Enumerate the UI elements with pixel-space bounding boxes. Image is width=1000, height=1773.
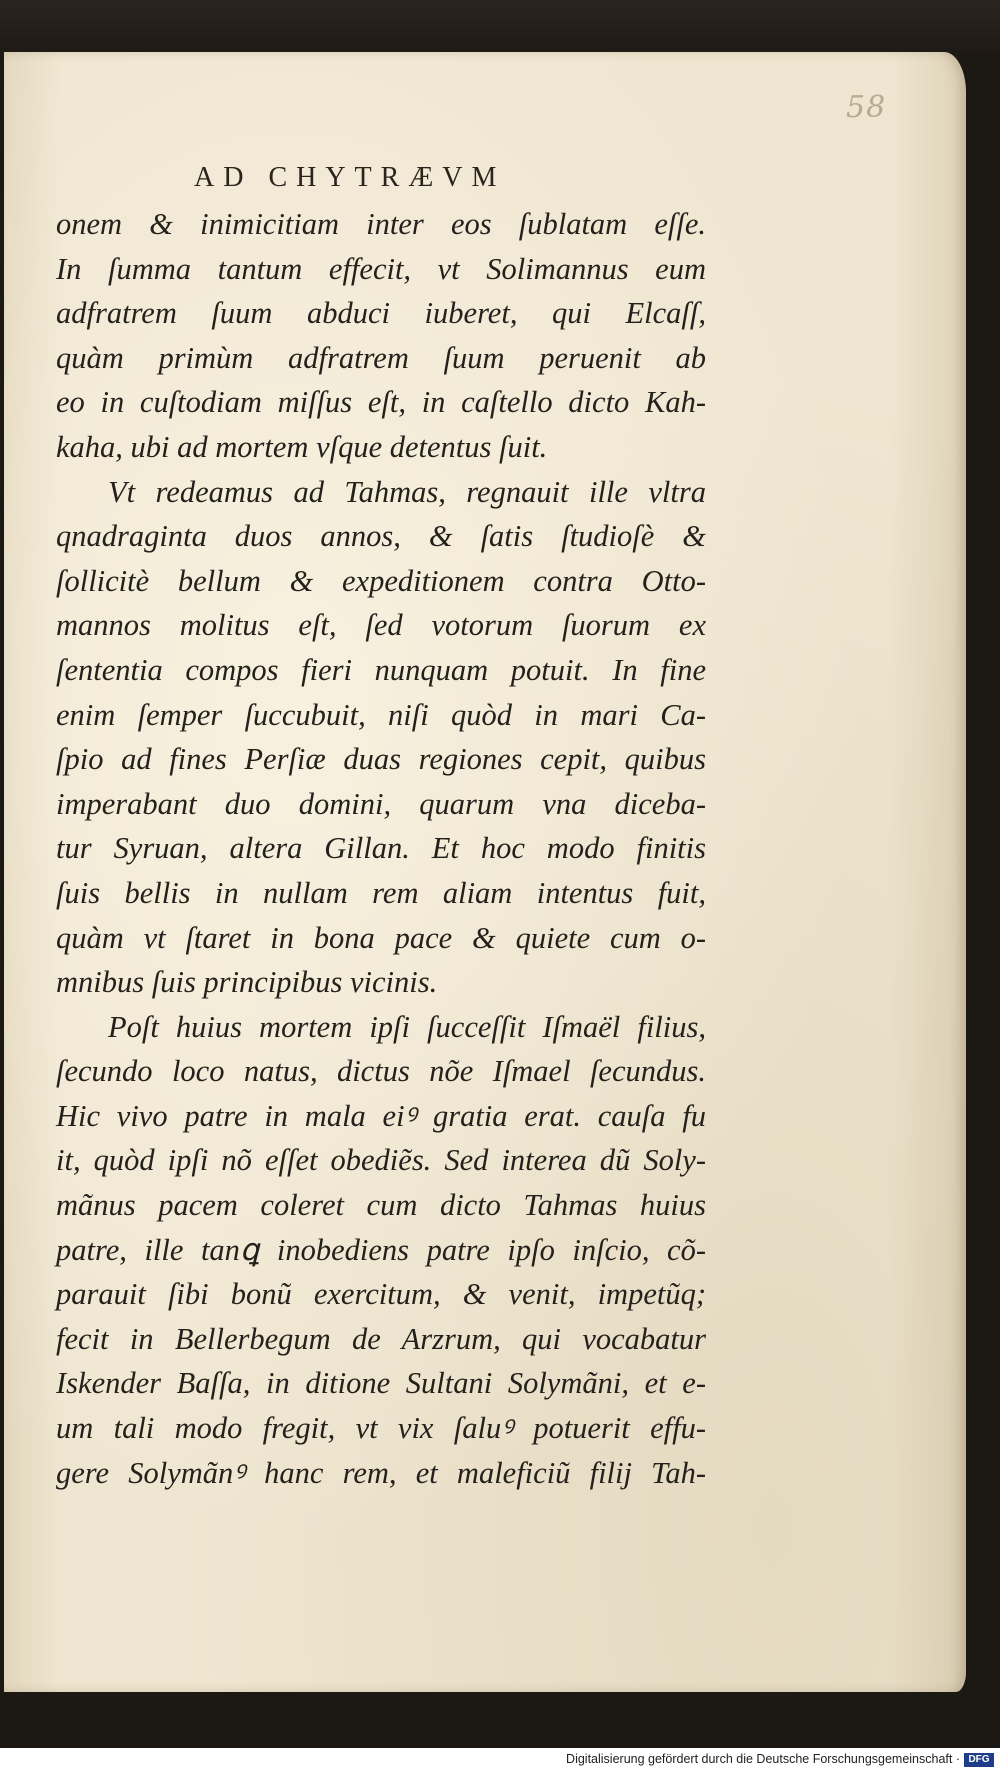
- text-line: qnadraginta duos annos, & ſatis ſtudioſè &: [56, 519, 706, 554]
- text-line: Hic vivo patre in mala eiꝰ gratia erat. cauſa fu: [56, 1098, 706, 1133]
- body-text: [56, 202, 706, 1495]
- footer-bar: [0, 1748, 1000, 1773]
- folio-number: 58: [846, 90, 887, 125]
- text-line: parauit ſibi bonũ exercitum, & venit, impetũq;: [56, 1277, 706, 1312]
- text-line: patre, ille tanꝗ inobediens patre ipſo inſcio, cõ-: [56, 1232, 706, 1267]
- text-line: quàm vt ſtaret in bona pace & quiete cum o-: [56, 920, 706, 955]
- text-line: kaha, ubi ad mortem vſque detentus ſuit.: [56, 429, 548, 464]
- text-line: imperabant duo domini, quarum vna diceba-: [56, 786, 706, 821]
- text-line: mnibus ſuis principibus vicinis.: [56, 965, 438, 1000]
- text-line: mannos molitus eſt, ſed votorum ſuorum ex: [56, 608, 706, 643]
- text-line: ſententia compos fieri nunquam potuit. In fine: [56, 652, 706, 687]
- dfg-logo: DFG: [964, 1753, 994, 1767]
- text-line: um tali modo fregit, vt vix ſaluꝰ potuerit effu-: [56, 1411, 706, 1446]
- text-line: it, quòd ipſi nõ eſſet obediẽs. Sed interea dũ Soly-: [56, 1143, 706, 1178]
- text-line: fecit in Bellerbegum de Arzrum, qui vocabatur: [56, 1321, 706, 1356]
- footer-credit: Digitalisierung gefördert durch die Deutsche Forschungsgemeinschaft ·: [566, 1752, 960, 1766]
- text-line: quàm primùm adfratrem ſuum peruenit ab: [56, 340, 706, 375]
- running-head: AD CHYTRÆVM: [194, 162, 506, 193]
- text-line: ſecundo loco natus, dictus nõe Iſmael ſecundus.: [56, 1054, 706, 1089]
- text-line: ſuis bellis in nullam rem aliam intentus fuit,: [56, 875, 706, 910]
- text-line: enim ſemper ſuccubuit, niſi quòd in mari Ca-: [56, 697, 706, 732]
- text-line: tur Syruan, altera Gillan. Et hoc modo finitis: [56, 831, 706, 866]
- text-line: Iskender Baſſa, in ditione Sultani Solymãni, et e-: [56, 1366, 706, 1401]
- text-line: Vt redeamus ad Tahmas, regnauit ille vltra: [108, 474, 706, 509]
- text-line: gere Solymãnꝰ hanc rem, et maleficiũ filij Tah-: [56, 1455, 706, 1490]
- book-page: [4, 52, 966, 1692]
- text-line: eo in cuſtodiam miſſus eſt, in caſtello dicto Kah-: [56, 385, 706, 420]
- text-line: ſollicitè bellum & expeditionem contra Otto-: [56, 563, 706, 598]
- text-line: Poſt huius mortem ipſi ſucceſſit Iſmaël filius,: [108, 1009, 706, 1044]
- text-line: onem & inimicitiam inter eos ſublatam eſſe.: [56, 207, 706, 241]
- text-line: In ſumma tantum effecit, vt Solimannus eum: [56, 251, 706, 286]
- scan-top-border: [0, 0, 1000, 52]
- text-line: ſpio ad fines Perſiæ duas regiones cepit, quibus: [56, 742, 706, 777]
- text-line: mãnus pacem coleret cum dicto Tahmas huius: [56, 1188, 706, 1223]
- text-line: adfratrem ſuum abduci iuberet, qui Elcaſſ,: [56, 296, 706, 331]
